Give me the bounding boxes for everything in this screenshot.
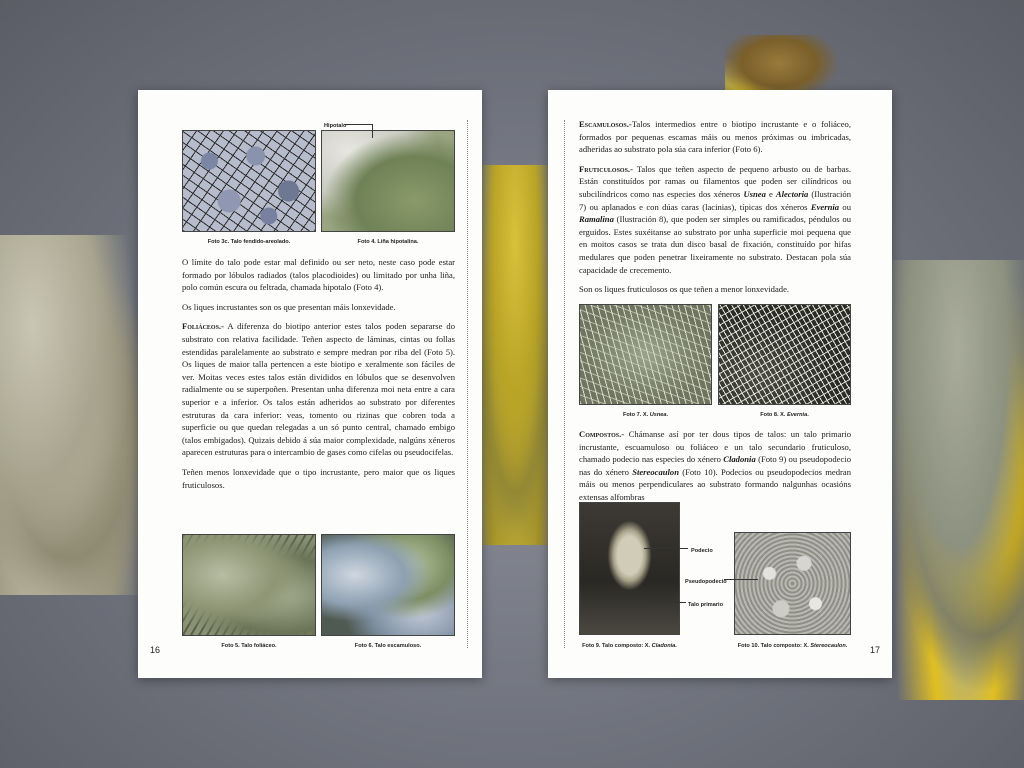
- compostos-text-a: Chámanse así por ter dous tipos de talos: un talo primario incrustante, escuamuloso ou foliáceo e un talo secundario fruticuloso, chamado podecio nas especies do xénero: [579, 429, 851, 465]
- gutter-rule: [467, 120, 468, 648]
- compostos-text-c: (Foto 10). Podecios ou pseudopodecios medran máis ou menos perpendiculares ao substrato formando nalgunhas ocasións extensas alfombras: [579, 466, 851, 502]
- escamulosos-body: Talos intermedios entre o biotipo incrustante e o foliáceo, formados por pequenas escamas máis ou menos próximas ou imbricadas, adheridas ao substrato pola súa cara inferior (Foto 6).: [579, 119, 851, 155]
- paragraph-incrustantes: Os liques incrustantes son os que presentan máis lonxevidade.: [182, 301, 396, 312]
- caption-foto-4: Foto 4. Liña hipotalina.: [357, 239, 419, 245]
- page-number-left: 16: [150, 645, 161, 656]
- photo-6: [321, 534, 455, 636]
- caption-foto-6: Foto 6. Talo escamuloso.: [354, 643, 422, 649]
- genus-cladonia: Cladonia: [723, 454, 756, 465]
- fruticulosos-text-a: Talos que teñen aspecto de pequeno arbusto ou de barbas. Están constituídos por ramas ou filamentos que poden ser cilíndricos ou subcilíndricos como nas especies dos xéneros: [579, 163, 851, 199]
- label-hipotalo: Hipotalo: [324, 123, 347, 129]
- right-body-text-top: [579, 118, 851, 296]
- genus-stereocaulon: Stereocaulon: [632, 466, 679, 477]
- compostos-text-b: (Foto 9) ou pseudopodecio nas do xénero: [579, 454, 851, 477]
- heading-fruticulosos: Fruticulosos.-: [579, 163, 633, 174]
- paragraph-limite: O límite do talo pode estar mal definido ou ser neto, neste caso pode estar formado por lóbulos radiados (talos placodioides) ou limitado por unha liña, polo común escura ou feltrada, chamada hipotalo (Foto 4).: [182, 257, 455, 293]
- paragraph-lonxevidade: Teñen menos lonxevidade que o tipo incrustante, pero maior que os liques fruticulosos.: [182, 466, 455, 490]
- lichen-left-image: [0, 235, 150, 595]
- right-page: [548, 90, 892, 678]
- leader-talo-primario: [646, 602, 686, 603]
- caption-foto-9: [572, 640, 687, 653]
- caption-foto-8: [718, 409, 851, 422]
- caption-foto-9-prefix: Foto 9. Talo composto: X.: [582, 643, 652, 649]
- photo-9: [579, 502, 680, 635]
- fruticulosos-text-ou: ou: [839, 201, 851, 212]
- page-number-right: 17: [869, 645, 880, 656]
- photo-8: [718, 304, 851, 405]
- caption-foto-9-genus: Cladonia: [651, 643, 676, 649]
- fruticulosos-text-e: e: [765, 188, 776, 199]
- photo-10: [734, 532, 851, 635]
- label-podecio: Podecio: [691, 548, 713, 554]
- label-pseudopodecio: Pseudopodecio: [685, 579, 727, 585]
- caption-foto-10-suffix: .: [845, 643, 848, 649]
- paragraph-escamulosos: [579, 118, 851, 156]
- heading-foliaceos: Foliáceos.-: [182, 321, 224, 332]
- caption-foto-10-genus: Stereocaulon: [810, 643, 846, 649]
- caption-foto-3: Foto 3c. Talo fendido-areolado.: [207, 239, 291, 245]
- caption-foto-5: Foto 5. Talo foliáceo.: [221, 643, 277, 649]
- fruticulosos-text-b: (Ilustración 7) ou aplanados e con dúas caras (lacinias), típicas dos xéneros: [579, 188, 851, 212]
- left-page: [138, 90, 482, 678]
- caption-foto-8-suffix: .: [807, 412, 809, 418]
- heading-compostos: Compostos.-: [579, 429, 625, 439]
- photo-4: [321, 130, 455, 232]
- photo-3: [182, 130, 316, 232]
- caption-foto-7-genus: Usnea: [649, 412, 667, 418]
- paragraph-menor-lonxevidade: Son os liques fruticulosos os que teñen a menor lonxevidade.: [579, 284, 790, 295]
- leader-podecio: [644, 548, 688, 549]
- caption-foto-10-prefix: Foto 10. Talo composto: X.: [737, 643, 811, 649]
- paragraph-fruticulosos: [579, 163, 851, 276]
- genus-usnea: Usnea: [743, 188, 766, 199]
- lichen-center-image: [470, 165, 560, 545]
- caption-foto-8-prefix: Foto 8. X.: [760, 412, 787, 418]
- caption-foto-8-genus: Evernia: [786, 412, 808, 418]
- photo-7: [579, 304, 712, 405]
- paragraph-foliaceos: [182, 320, 455, 459]
- foliaceos-body: A diferenza do biotipo anterior estes talos poden separarse do substrato con relativa facilidade. Teñen aspecto de láminas, cintas ou follas estendidas paralelamente ao substrato e sempre medran por riba del (Foto 5). Os liques de maior talla pertencen a este biotipo e xeralmente son fáciles de ver. Moitas veces estes talos están divididos en lóbulos que se desenvolven radialmente ou se superpoñen. Presentan unha diferenza moi neta entre a cara superior e a inferior. Os talos están adheridos ao substrato por diferentes estruturas da cara inferior: veas, tomento ou rizinas que cobren toda a superficie ou que quedan relegadas a un só punto central, chamado embigo (talos embigados). Quizais debido á súa maior complexidade, nalgúns xéneros aparecen estruturas para o intercambio de gases como cifelas ou pseudocifelas.: [182, 321, 455, 458]
- label-talo-primario: Talo primario: [688, 602, 724, 608]
- genus-ramalina: Ramalina: [579, 214, 614, 225]
- fruticulosos-text-c: (Ilustración 8), que poden ser simples ou ramificados, péndulos ou erguidos. Estes suxéitanse ao substrato por unha superficie moi pequena que en moitos casos se trata dun disco basal de fixación, constituído por hifas medulares que poden penetrar lixeiramente no substrato. Destacan pola súa capacidade de crecemento.: [579, 214, 851, 275]
- caption-foto-7-suffix: .: [666, 412, 669, 418]
- genus-evernia: Evernia: [810, 201, 840, 212]
- lichen-right-image: [885, 260, 1024, 700]
- caption-foto-7-prefix: Foto 7. X.: [622, 412, 650, 418]
- photo-5: [182, 534, 316, 636]
- gutter-rule: [564, 120, 565, 648]
- caption-foto-10: [722, 640, 863, 653]
- caption-foto-9-suffix: .: [675, 643, 677, 649]
- leader-hipotalo: [344, 124, 372, 125]
- right-body-text-bottom: [579, 428, 851, 504]
- left-body-text: [182, 256, 455, 491]
- heading-escamulosos: Escamulosos.-: [579, 119, 632, 129]
- genus-alectoria: Alectoria: [775, 188, 809, 199]
- leader-hipotalo-v: [372, 124, 373, 138]
- paragraph-compostos: [579, 428, 851, 504]
- caption-foto-7: [579, 409, 712, 422]
- leader-pseudopodecio: [724, 579, 758, 580]
